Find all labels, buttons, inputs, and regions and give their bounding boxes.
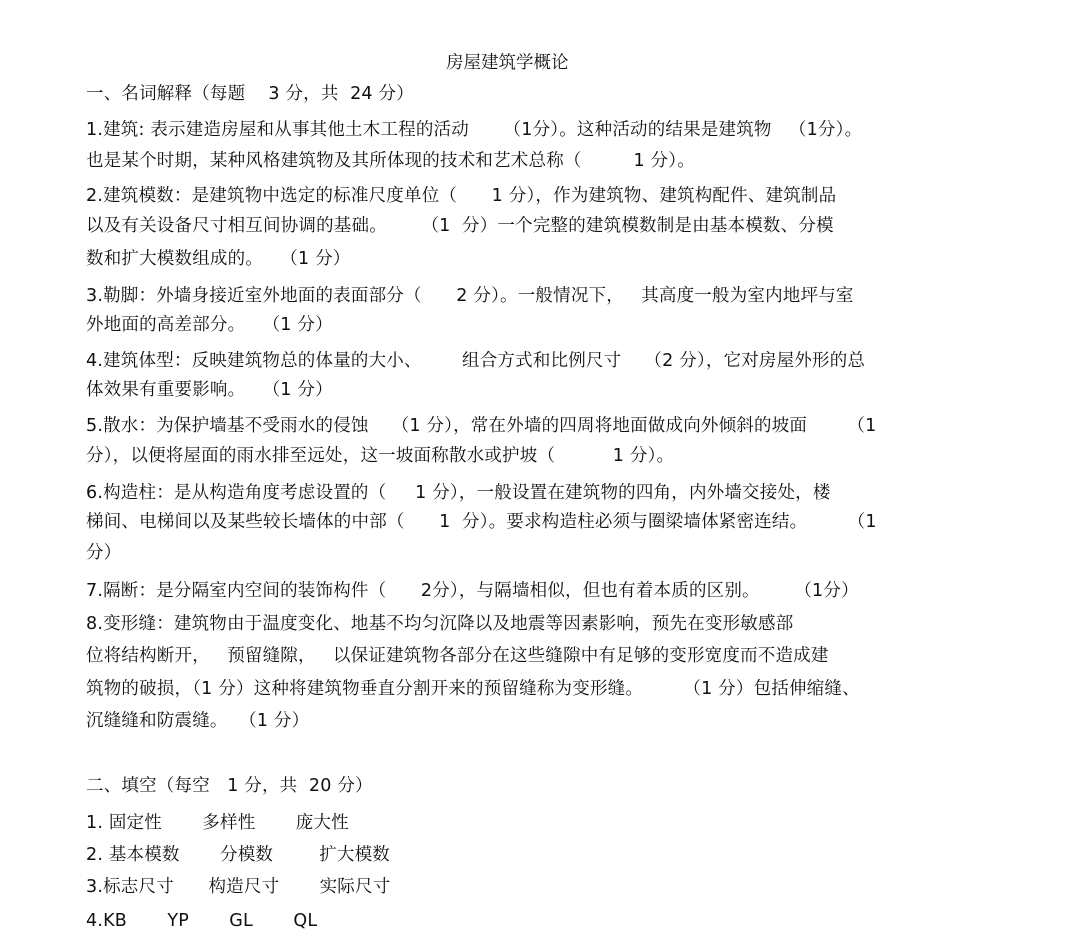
paragraph-line: 分），以便将屋面的雨水排至远处，这一坡面称散水或护坡（ 1 分）。 [86,446,675,466]
paragraph-line: 位将结构断开， 预留缝隙， 以保证建筑物各部分在这些缝隙中有足够的变形宽度而不造成建 [86,646,829,666]
paragraph-line: 8.变形缝：建筑物由于温度变化、地基不均匀沉降以及地震等因素影响，预先在变形敏感部 [86,614,794,634]
paragraph-line: 4.建筑体型：反映建筑物总的体量的大小、 组合方式和比例尺寸 （2 分），它对房屋外形的总 [86,351,866,371]
answer-line: 4.KB YP GL QL [86,911,318,931]
paragraph-line: 也是某个时期，某种风格建筑物及其所体现的技术和艺术总称（ 1 分）。 [86,151,695,171]
paragraph-line: 体效果有重要影响。 （1 分） [86,380,333,400]
paragraph-line: 分） [86,543,122,563]
paragraph-line: 1.建筑: 表示建造房屋和从事其他土木工程的活动 （1分）。这种活动的结果是建筑物 （1分）。 [86,120,863,140]
paragraph-line: 以及有关设备尺寸相互间协调的基础。 （1 分）一个完整的建筑模数制是由基本模数、分模 [86,216,834,236]
paragraph-line: 数和扩大模数组成的。 （1 分） [86,249,351,269]
paragraph-line: 7.隔断：是分隔室内空间的装饰构件（ 2分），与隔墙相似，但也有着本质的区别。 （1分） [86,581,859,601]
paragraph-line: 梯间、电梯间以及某些较长墙体的中部（ 1 分）。要求构造柱必须与圈梁墙体紧密连结。 （1 [86,512,877,532]
answer-line: 1. 固定性 多样性 庞大性 [86,813,349,833]
section-heading-definitions: 一、名词解释（每题 3 分，共 24 分） [86,84,414,104]
paragraph-line: 3.勒脚：外墙身接近室外地面的表面部分（ 2 分）。一般情况下， 其高度一般为室内地坪与室 [86,286,854,306]
answer-line: 3.标志尺寸 构造尺寸 实际尺寸 [86,877,391,897]
paragraph-line: 外地面的高差部分。 （1 分） [86,315,333,335]
answer-line: 2. 基本模数 分模数 扩大模数 [86,845,390,865]
section-heading-fill-in: 二、填空（每空 1 分，共 20 分） [86,776,373,796]
document-title: 房屋建筑学概论 [446,53,569,73]
paragraph-line: 5.散水：为保护墙基不受雨水的侵蚀 （1 分），常在外墙的四周将地面做成向外倾斜的坡面 （1 [86,416,877,436]
paragraph-line: 2.建筑模数：是建筑物中选定的标准尺度单位（ 1 分），作为建筑物、建筑构配件、建筑制品 [86,186,837,206]
paragraph-line: 6.构造柱：是从构造角度考虑设置的（ 1 分），一般设置在建筑物的四角，内外墙交接处，楼 [86,483,831,503]
paragraph-line: 沉缝缝和防震缝。 （1 分） [86,711,310,731]
paragraph-line: 筑物的破损，（1 分）这种将建筑物垂直分割开来的预留缝称为变形缝。 （1 分）包括伸缩缝、 [86,679,860,699]
